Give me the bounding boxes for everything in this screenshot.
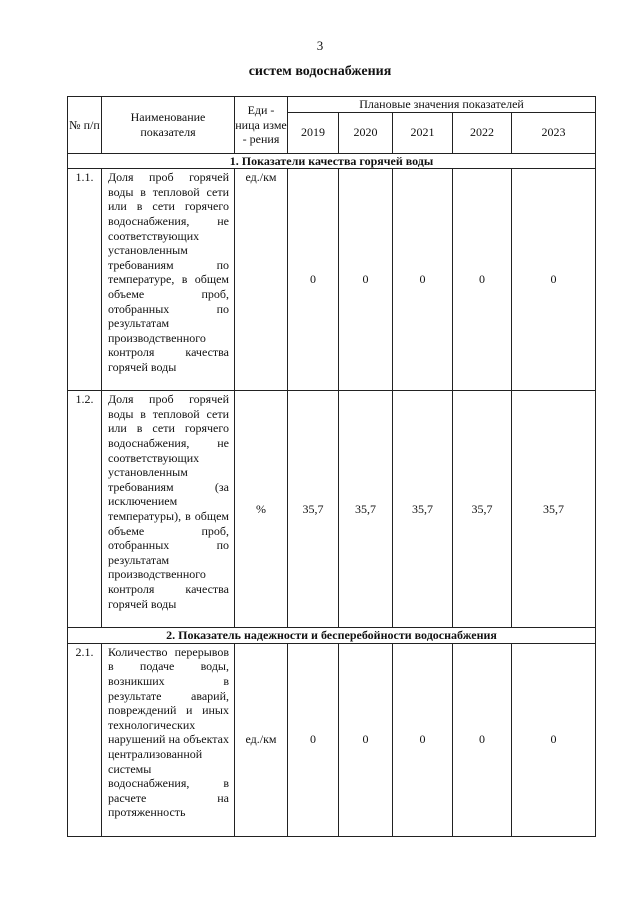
header-year: 2022 xyxy=(453,112,512,153)
header-unit: Еди - ница изме - рения xyxy=(235,97,288,154)
row-value: 0 xyxy=(288,643,339,836)
row-num: 1.1. xyxy=(68,169,102,391)
header-year: 2023 xyxy=(512,112,596,153)
row-num: 1.2. xyxy=(68,391,102,628)
table-row xyxy=(68,169,596,391)
header-plan: Плановые значения показателей xyxy=(288,97,596,113)
row-value: 0 xyxy=(339,169,393,391)
row-value: 0 xyxy=(288,169,339,391)
row-name-text: Доля проб горячей воды в тепловой сети или в сети горячего водоснабжения, не соответствующих установленным требованиям (за исключением температуры), в общем объеме проб, отобранных по результатам производственного контроля качества горячей воды xyxy=(108,392,229,611)
row-unit: % xyxy=(235,391,288,628)
row-value: 0 xyxy=(393,643,453,836)
row-value: 0 xyxy=(453,169,512,391)
table-header-row xyxy=(68,97,596,113)
row-value: 0 xyxy=(512,643,596,836)
row-name xyxy=(102,391,235,628)
section-title: 1. Показатели качества горячей воды xyxy=(68,153,596,169)
row-name-text: Количество перерывов в подаче воды, возникших в результате аварий, повреждений и иных технологических нарушений на объектах централизованной системы водоснабжения, в расчете на протяженность xyxy=(108,644,229,820)
table-row xyxy=(68,391,596,628)
header-num: № п/п xyxy=(68,97,102,154)
row-name xyxy=(102,643,235,836)
row-unit: ед./км xyxy=(235,169,288,391)
section-title-row xyxy=(68,153,596,169)
row-value: 0 xyxy=(453,643,512,836)
page-number: 3 xyxy=(316,38,324,53)
header-name: Наименование показателя xyxy=(102,97,235,154)
indicators-table xyxy=(67,96,596,837)
header-year: 2019 xyxy=(288,112,339,153)
row-num: 2.1. xyxy=(68,643,102,836)
row-value: 35,7 xyxy=(453,391,512,628)
row-name xyxy=(102,169,235,391)
row-value: 35,7 xyxy=(393,391,453,628)
header-year: 2020 xyxy=(339,112,393,153)
section-title: 2. Показатель надежности и бесперебойности водоснабжения xyxy=(68,628,596,644)
row-value: 0 xyxy=(512,169,596,391)
row-value: 0 xyxy=(393,169,453,391)
document-heading: систем водоснабжения xyxy=(248,64,392,79)
row-value: 35,7 xyxy=(339,391,393,628)
table-row xyxy=(68,643,596,836)
section-title-row xyxy=(68,628,596,644)
row-value: 0 xyxy=(339,643,393,836)
row-unit: ед./км xyxy=(235,643,288,836)
row-value: 35,7 xyxy=(288,391,339,628)
row-name-text: Доля проб горячей воды в тепловой сети или в сети горячего водоснабжения, не соответствующих установленным требованиям по температуре, в общем объеме проб, отобранных по результатам производственного контроля качества горячей воды xyxy=(108,170,229,374)
row-value: 35,7 xyxy=(512,391,596,628)
header-year: 2021 xyxy=(393,112,453,153)
